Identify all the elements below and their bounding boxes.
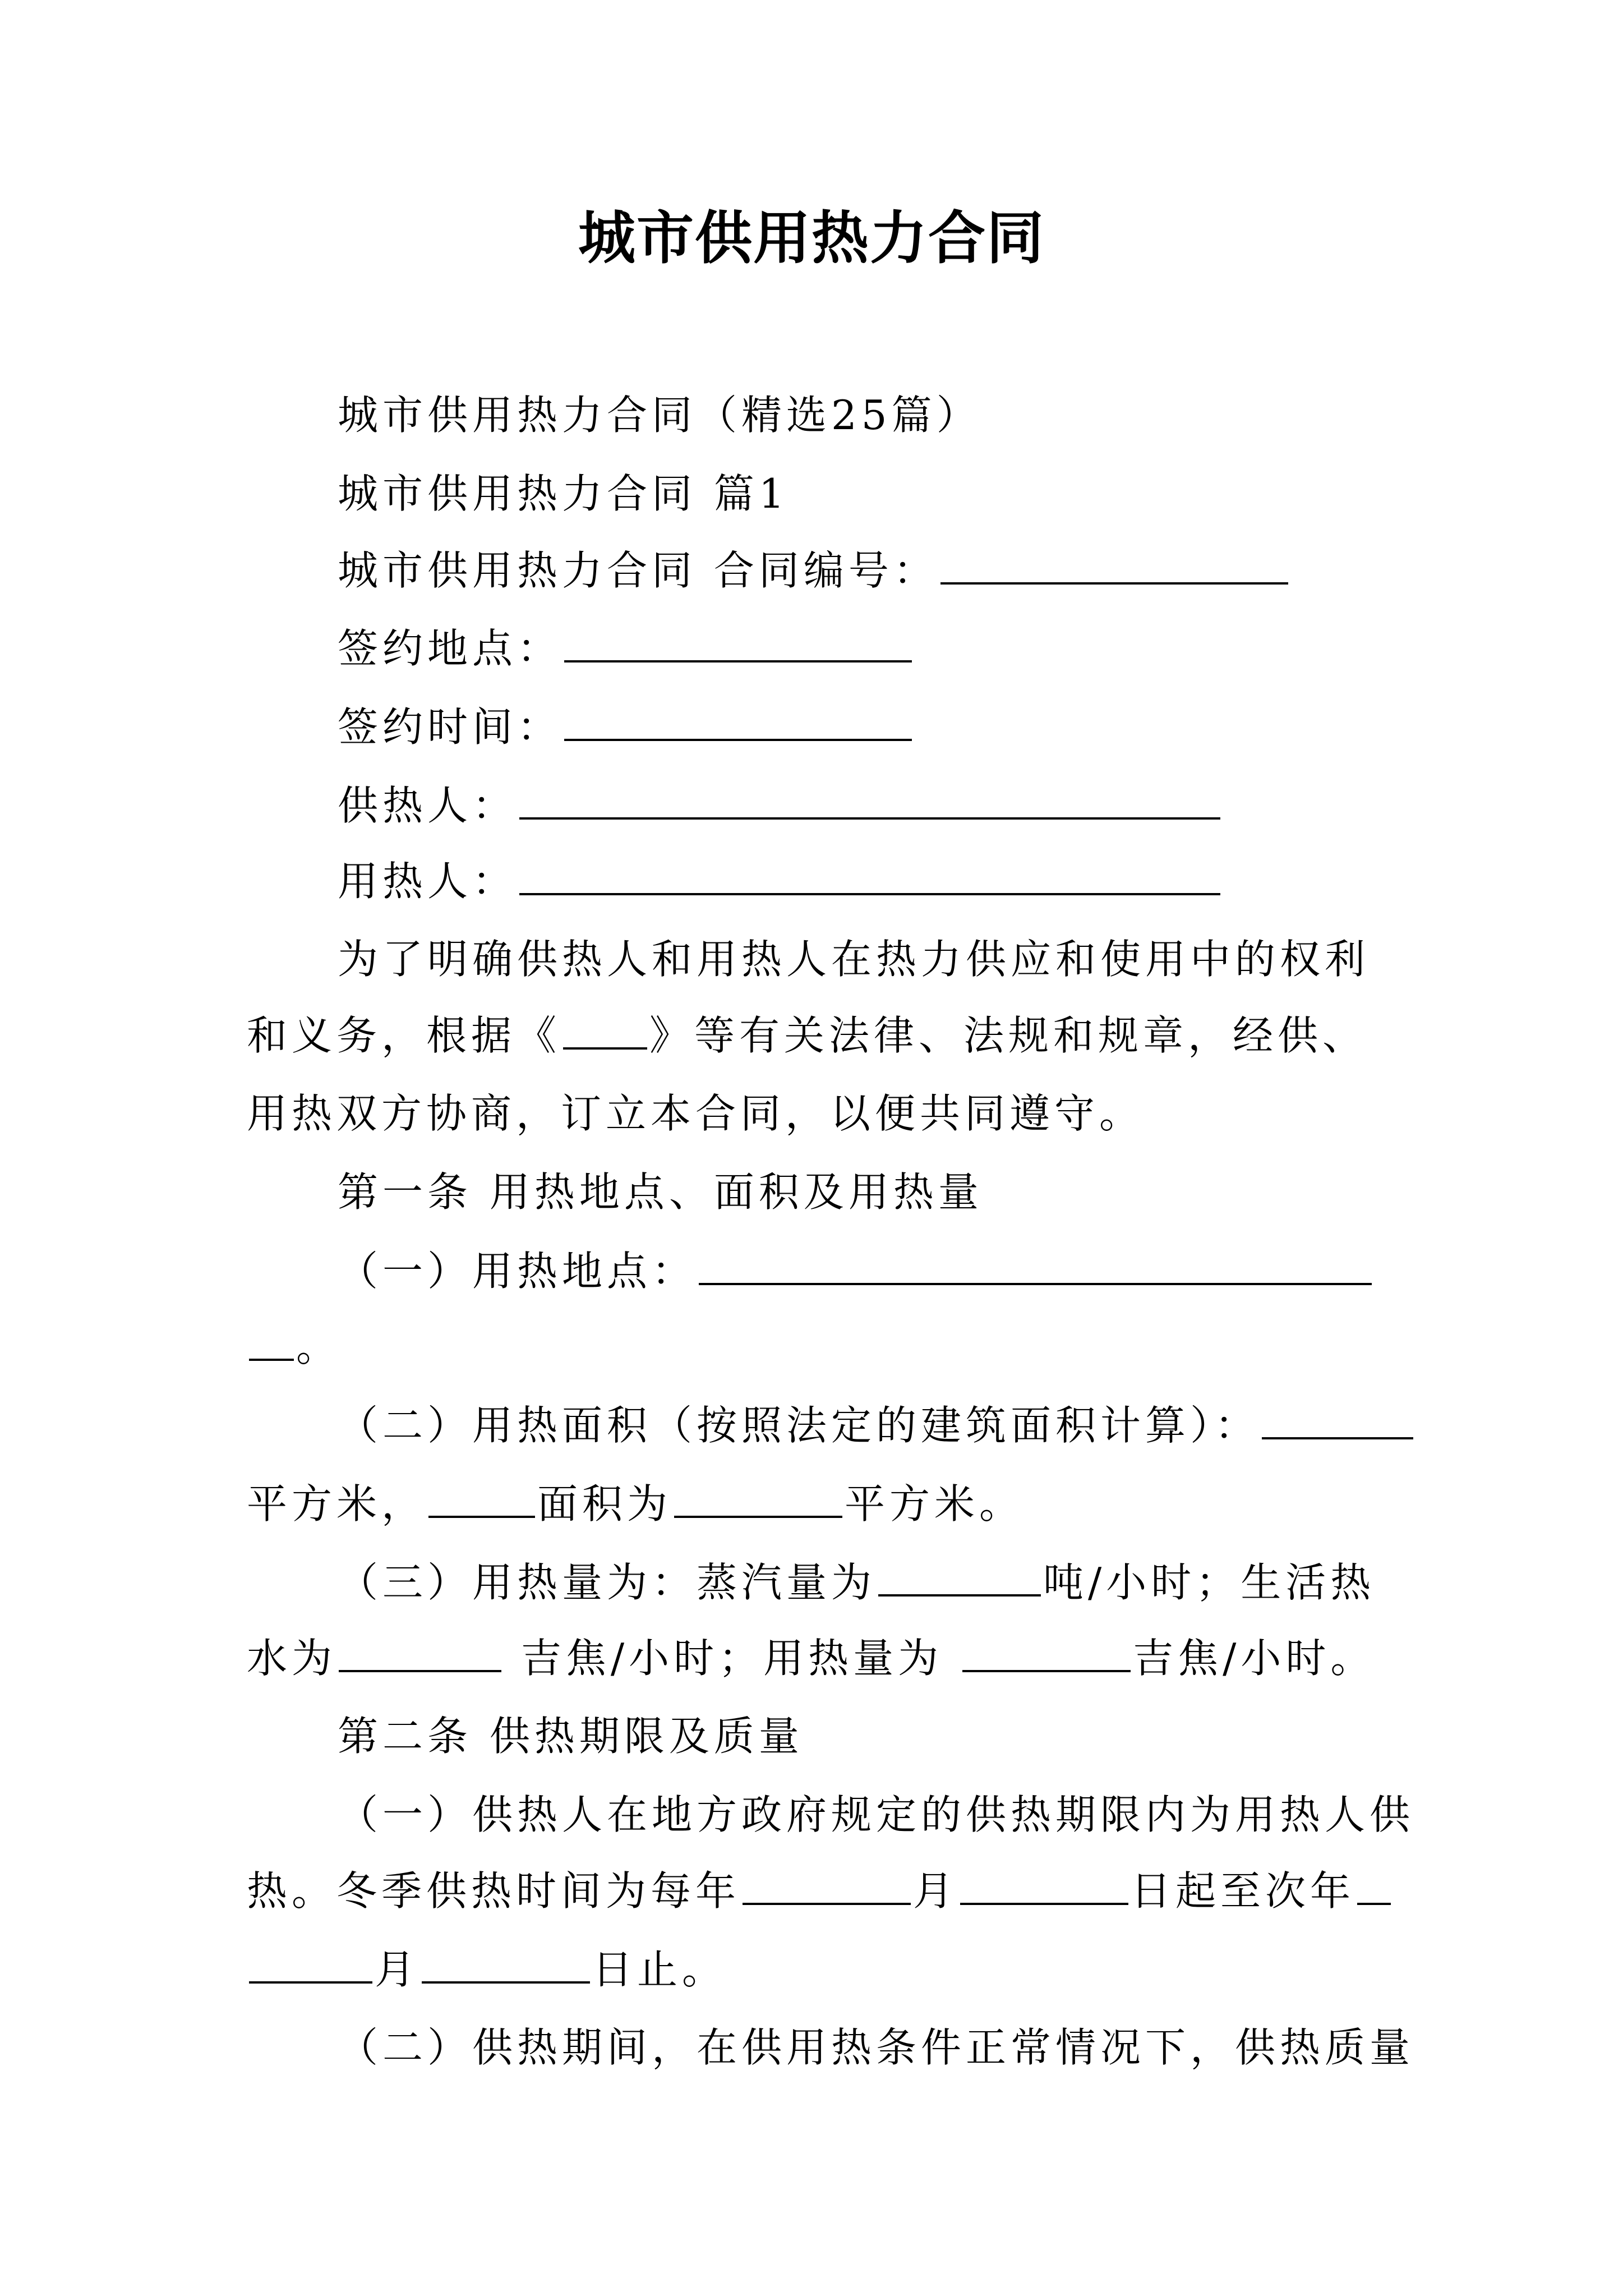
- law-name-blank: [563, 1007, 647, 1050]
- end-day-label: 日止。: [592, 1946, 727, 1993]
- article-1-item-3-cont: [247, 1630, 1375, 1686]
- intro-text-a: 和义务，根据《: [247, 1012, 561, 1059]
- article-1-heading: 第一条 用热地点、面积及用热量: [338, 1168, 983, 1216]
- area-type-blank: [428, 1475, 535, 1518]
- area-value-blank: [674, 1475, 842, 1518]
- article-1-item-2-cont: [247, 1475, 1024, 1532]
- steam-unit: 吨/小时；生活热: [1043, 1559, 1376, 1606]
- contract-number-line: [338, 542, 1290, 599]
- heat-amount-unit: 吉焦/小时。: [1133, 1635, 1376, 1682]
- start-day-blank: [960, 1862, 1128, 1905]
- article-2-item-1: （一）供热人在地方政府规定的供热期限内为用热人供: [338, 1791, 1415, 1838]
- heating-location-blank: [699, 1243, 1372, 1285]
- sign-place-blank: [564, 620, 912, 662]
- sign-time-label: 签约时间：: [338, 703, 562, 751]
- article-1-item-3: [338, 1554, 1375, 1611]
- heat-amount-blank: [962, 1630, 1131, 1672]
- until-next-year-label: 日起至次年: [1131, 1867, 1355, 1915]
- start-month-blank: [743, 1862, 911, 1905]
- heat-amount-label: 吉焦/小时；用热量为: [520, 1635, 943, 1682]
- end-month-blank-start: [1357, 1862, 1391, 1905]
- sign-place-label: 签约地点：: [338, 625, 562, 672]
- document-subtitle: 城市供用热力合同（精选25篇）: [338, 392, 981, 439]
- supplier-blank: [519, 777, 1220, 820]
- user-label: 用热人：: [338, 858, 518, 905]
- contract-number-blank: [940, 542, 1288, 585]
- intro-line-2: [247, 1007, 1367, 1064]
- end-day-blank: [422, 1941, 590, 1984]
- article-1-item-1-cont: [247, 1318, 341, 1375]
- section-heading: 城市供用热力合同 篇1: [338, 470, 789, 517]
- end-month-blank: [249, 1941, 372, 1984]
- document-title: 城市供用热力合同: [578, 205, 1045, 272]
- intro-text-b: 》等有关法律、法规和规章，经供、: [649, 1012, 1368, 1059]
- steam-blank: [878, 1554, 1041, 1596]
- heating-area-blank: [1262, 1397, 1413, 1439]
- supplier-line: [338, 777, 1223, 834]
- intro-line-1: 为了明确供热人和用热人在热力供应和使用中的权利: [338, 936, 1370, 983]
- article-2-item-1-cont: [247, 1862, 1393, 1919]
- article-2-item-2: （二）供热期间，在供用热条件正常情况下，供热质量: [338, 2024, 1415, 2071]
- article-1-item-1: [338, 1243, 1374, 1299]
- sign-time-line: [338, 698, 914, 755]
- heating-season-label: 热。冬季供热时间为每年: [247, 1867, 741, 1915]
- hot-water-label: 水为: [247, 1635, 337, 1682]
- sign-time-blank: [564, 698, 912, 741]
- area-label-2: 面积为: [537, 1480, 672, 1527]
- hot-water-blank: [339, 1630, 501, 1672]
- intro-line-3: 用热双方协商，订立本合同，以便共同遵守。: [247, 1090, 1145, 1137]
- area-unit-2: 平方米。: [845, 1480, 1025, 1527]
- heating-area-label: （二）用热面积（按照法定的建筑面积计算）：: [338, 1402, 1260, 1449]
- heating-location-label: （一）用热地点：: [338, 1248, 697, 1295]
- contract-number-label: 城市供用热力合同 合同编号：: [338, 547, 938, 594]
- sign-place-line: [338, 620, 914, 677]
- user-line: [338, 853, 1223, 909]
- article-1-item-2: [338, 1397, 1415, 1453]
- supplier-label: 供热人：: [338, 782, 518, 829]
- article-2-heading: 第二条 供热期限及质量: [338, 1713, 804, 1760]
- heating-location-end: 。: [296, 1323, 342, 1370]
- user-blank: [519, 853, 1220, 895]
- steam-label: （三）用热量为：蒸汽量为: [338, 1559, 877, 1606]
- area-unit-1: 平方米，: [247, 1480, 427, 1527]
- heating-location-blank-cont: [249, 1318, 294, 1361]
- month-label: 月: [913, 1867, 958, 1915]
- end-month-label: 月: [375, 1946, 420, 1993]
- article-2-item-1-end: [247, 1941, 727, 1998]
